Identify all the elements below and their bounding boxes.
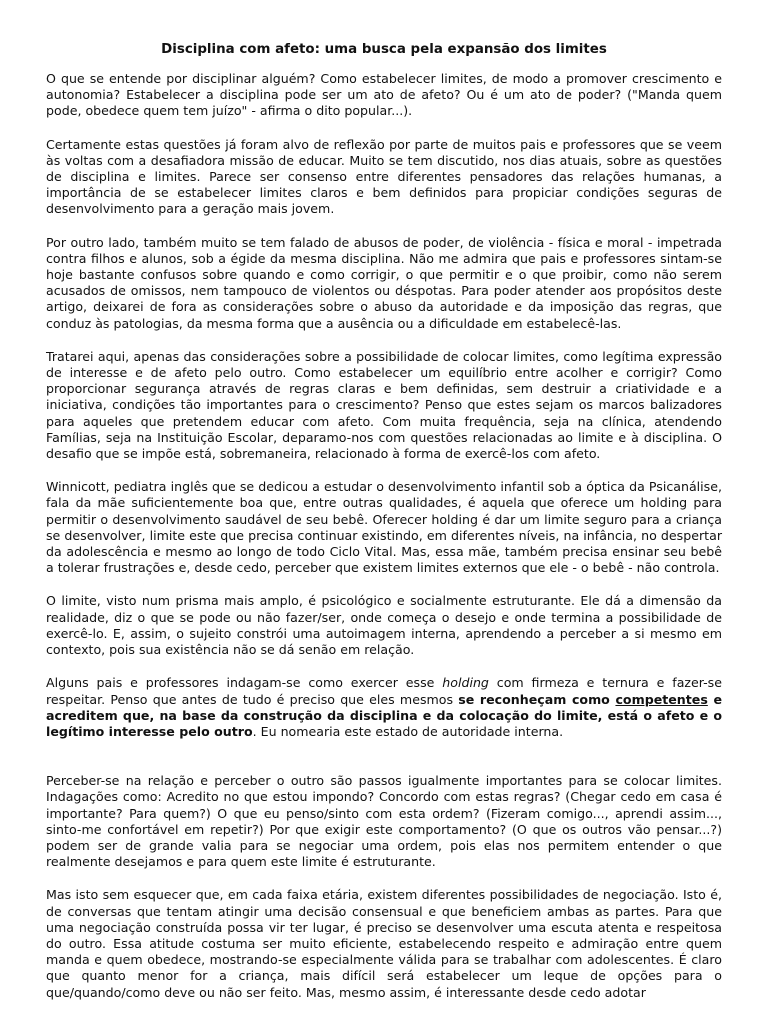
holding-bold-1: se reconheçam como (458, 691, 616, 707)
paragraph-8: Perceber-se na relação e perceber o outro são passos igualmente importantes para se colocar limites. Indagações como: Acredito no que estou impondo? Concordo com estas regras? (Chegar cedo em casa é importante? Para quem?) O que eu penso/sinto com esta ordem? (Fizeram comigo..., aprendi assim..., sinto-me confortável em repetir?) Por que exigir este comportamento? (O que os outros vão pensar...?) podem ser de grande valia para se negociar uma ordem, pois elas nos permitem entender o que realmente desejamos e para quem este limite é estruturante. (46, 773, 722, 870)
paragraph-2: Certamente estas questões já foram alvo de reflexão por parte de muitos pais e professores que se veem às voltas com a desafiadora missão de educar. Muito se tem discutido, nos dias atuais, sobre as questões de disciplina e limites. Parece ser consenso entre diferentes pensadores das relações humanas, a importância de se estabelecer limites claros e bem definidos para propiciar condições seguras de desenvolvimento para a geração mais jovem. (46, 136, 722, 217)
holding-bold-2: e acreditem que, na base da construção da disciplina e da colocação do limite, está o afeto e o legítimo interesse pelo outro (46, 691, 722, 739)
holding-text-3: . Eu nomearia este estado de autoridade interna. (252, 723, 564, 739)
holding-text-1: Alguns pais e professores indagam-se como exercer esse (46, 675, 443, 691)
holding-text-2: com firmeza e ternura e fazer-se respeitar. Penso que antes de tudo é preciso que eles mesmos (46, 675, 722, 707)
paragraph-3: Por outro lado, também muito se tem falado de abusos de poder, de violência - física e moral - impetrada contra filhos e alunos, sob a égide da mesma disciplina. Não me admira que pais e professores sintam-se hoje bastante confusos sobre quando e como corrigir, o que permitir e o que proibir, como não serem acusados de omissos, nem tampouco de violentos ou déspotas. Para poder atender aos propósitos deste artigo, deixarei de fora as considerações sobre o abuso da autoridade e da imposição das regras, que conduz às patologias, da mesma forma que a ausência ou a dificuldade em estabelecê-las. (46, 234, 722, 331)
paragraph-9: Mas isto sem esquecer que, em cada faixa etária, existem diferentes possibilidades de negociação. Isto é, de conversas que tentam atingir uma decisão consensual e que beneficiem ambas as partes. Para que uma negociação construída possa vir ter lugar, é preciso se desenvolver uma escuta atenta e respeitosa do outro. Essa atitude costuma ser muito eficiente, estabelecendo respeito e admiração entre quem manda e quem obedece, mostrando-se especialmente válida para se trabalhar com adolescentes. É claro que quanto menor for a criança, mais difícil será estabelecer um leque de opções para o que/quando/como deve ou não ser feito. Mas, mesmo assim, é interessante desde cedo adotar (46, 887, 722, 1000)
holding-italic-term: holding (442, 675, 489, 691)
paragraph-4: Tratarei aqui, apenas das considerações sobre a possibilidade de colocar limites, como legítima expressão de interesse e de afeto pelo outro. Como estabelecer um equilíbrio entre acolher e corrigir? Como proporcionar segurança através de regras claras e bem definidas, sem destruir a criatividade e a iniciativa, condições tão importantes para o crescimento? Penso que estes sejam os marcos balizadores para aqueles que pretendem educar com afeto. Com muita frequência, seja na clínica, atendendo Famílias, seja na Instituição Escolar, deparamo-nos com questões relacionadas ao limite e à disciplina. O desafio que se impõe está, sobremaneira, relacionado à forma de exercê-los com afeto. (46, 348, 722, 462)
paragraph-6: O limite, visto num prisma mais amplo, é psicológico e socialmente estruturante. Ele dá a dimensão da realidade, diz o que se pode ou não fazer/ser, onde começa o desejo e onde termina a possibilidade de exercê-lo. E, assim, o sujeito constrói uma autoimagem interna, aprendendo a perceber a si mesmo em contexto, pois sua existência não se dá senão em relação. (46, 593, 722, 658)
paragraph-5: Winnicott, pediatra inglês que se dedicou a estudar o desenvolvimento infantil sob a óptica da Psicanálise, fala da mãe suficientemente boa que, entre outras qualidades, é aquela que oferece um holding para permitir o desenvolvimento saudável de seu bebê. Oferecer holding é dar um limite seguro para a criança se desenvolver, limite este que precisa continuar existindo, em diferentes níveis, na infância, no despertar da adolescência e mesmo ao longo de todo Ciclo Vital. Mas, essa mãe, também precisa ensinar seu bebê a tolerar frustrações e, desde cedo, perceber que existem limites externos que ele - o bebê - não controla. (46, 479, 722, 576)
paragraph-1: O que se entende por disciplinar alguém? Como estabelecer limites, de modo a promover crescimento e autonomia? Estabelecer a disciplina pode ser um ato de afeto? Ou é um ato de poder? ("Manda quem pode, obedece quem tem juízo" - afirma o dito popular...). (46, 71, 722, 119)
paragraph-holding (46, 675, 722, 740)
holding-bold-underlined: competentes (615, 691, 708, 707)
document-title: Disciplina com afeto: uma busca pela expansão dos limites (161, 42, 607, 57)
